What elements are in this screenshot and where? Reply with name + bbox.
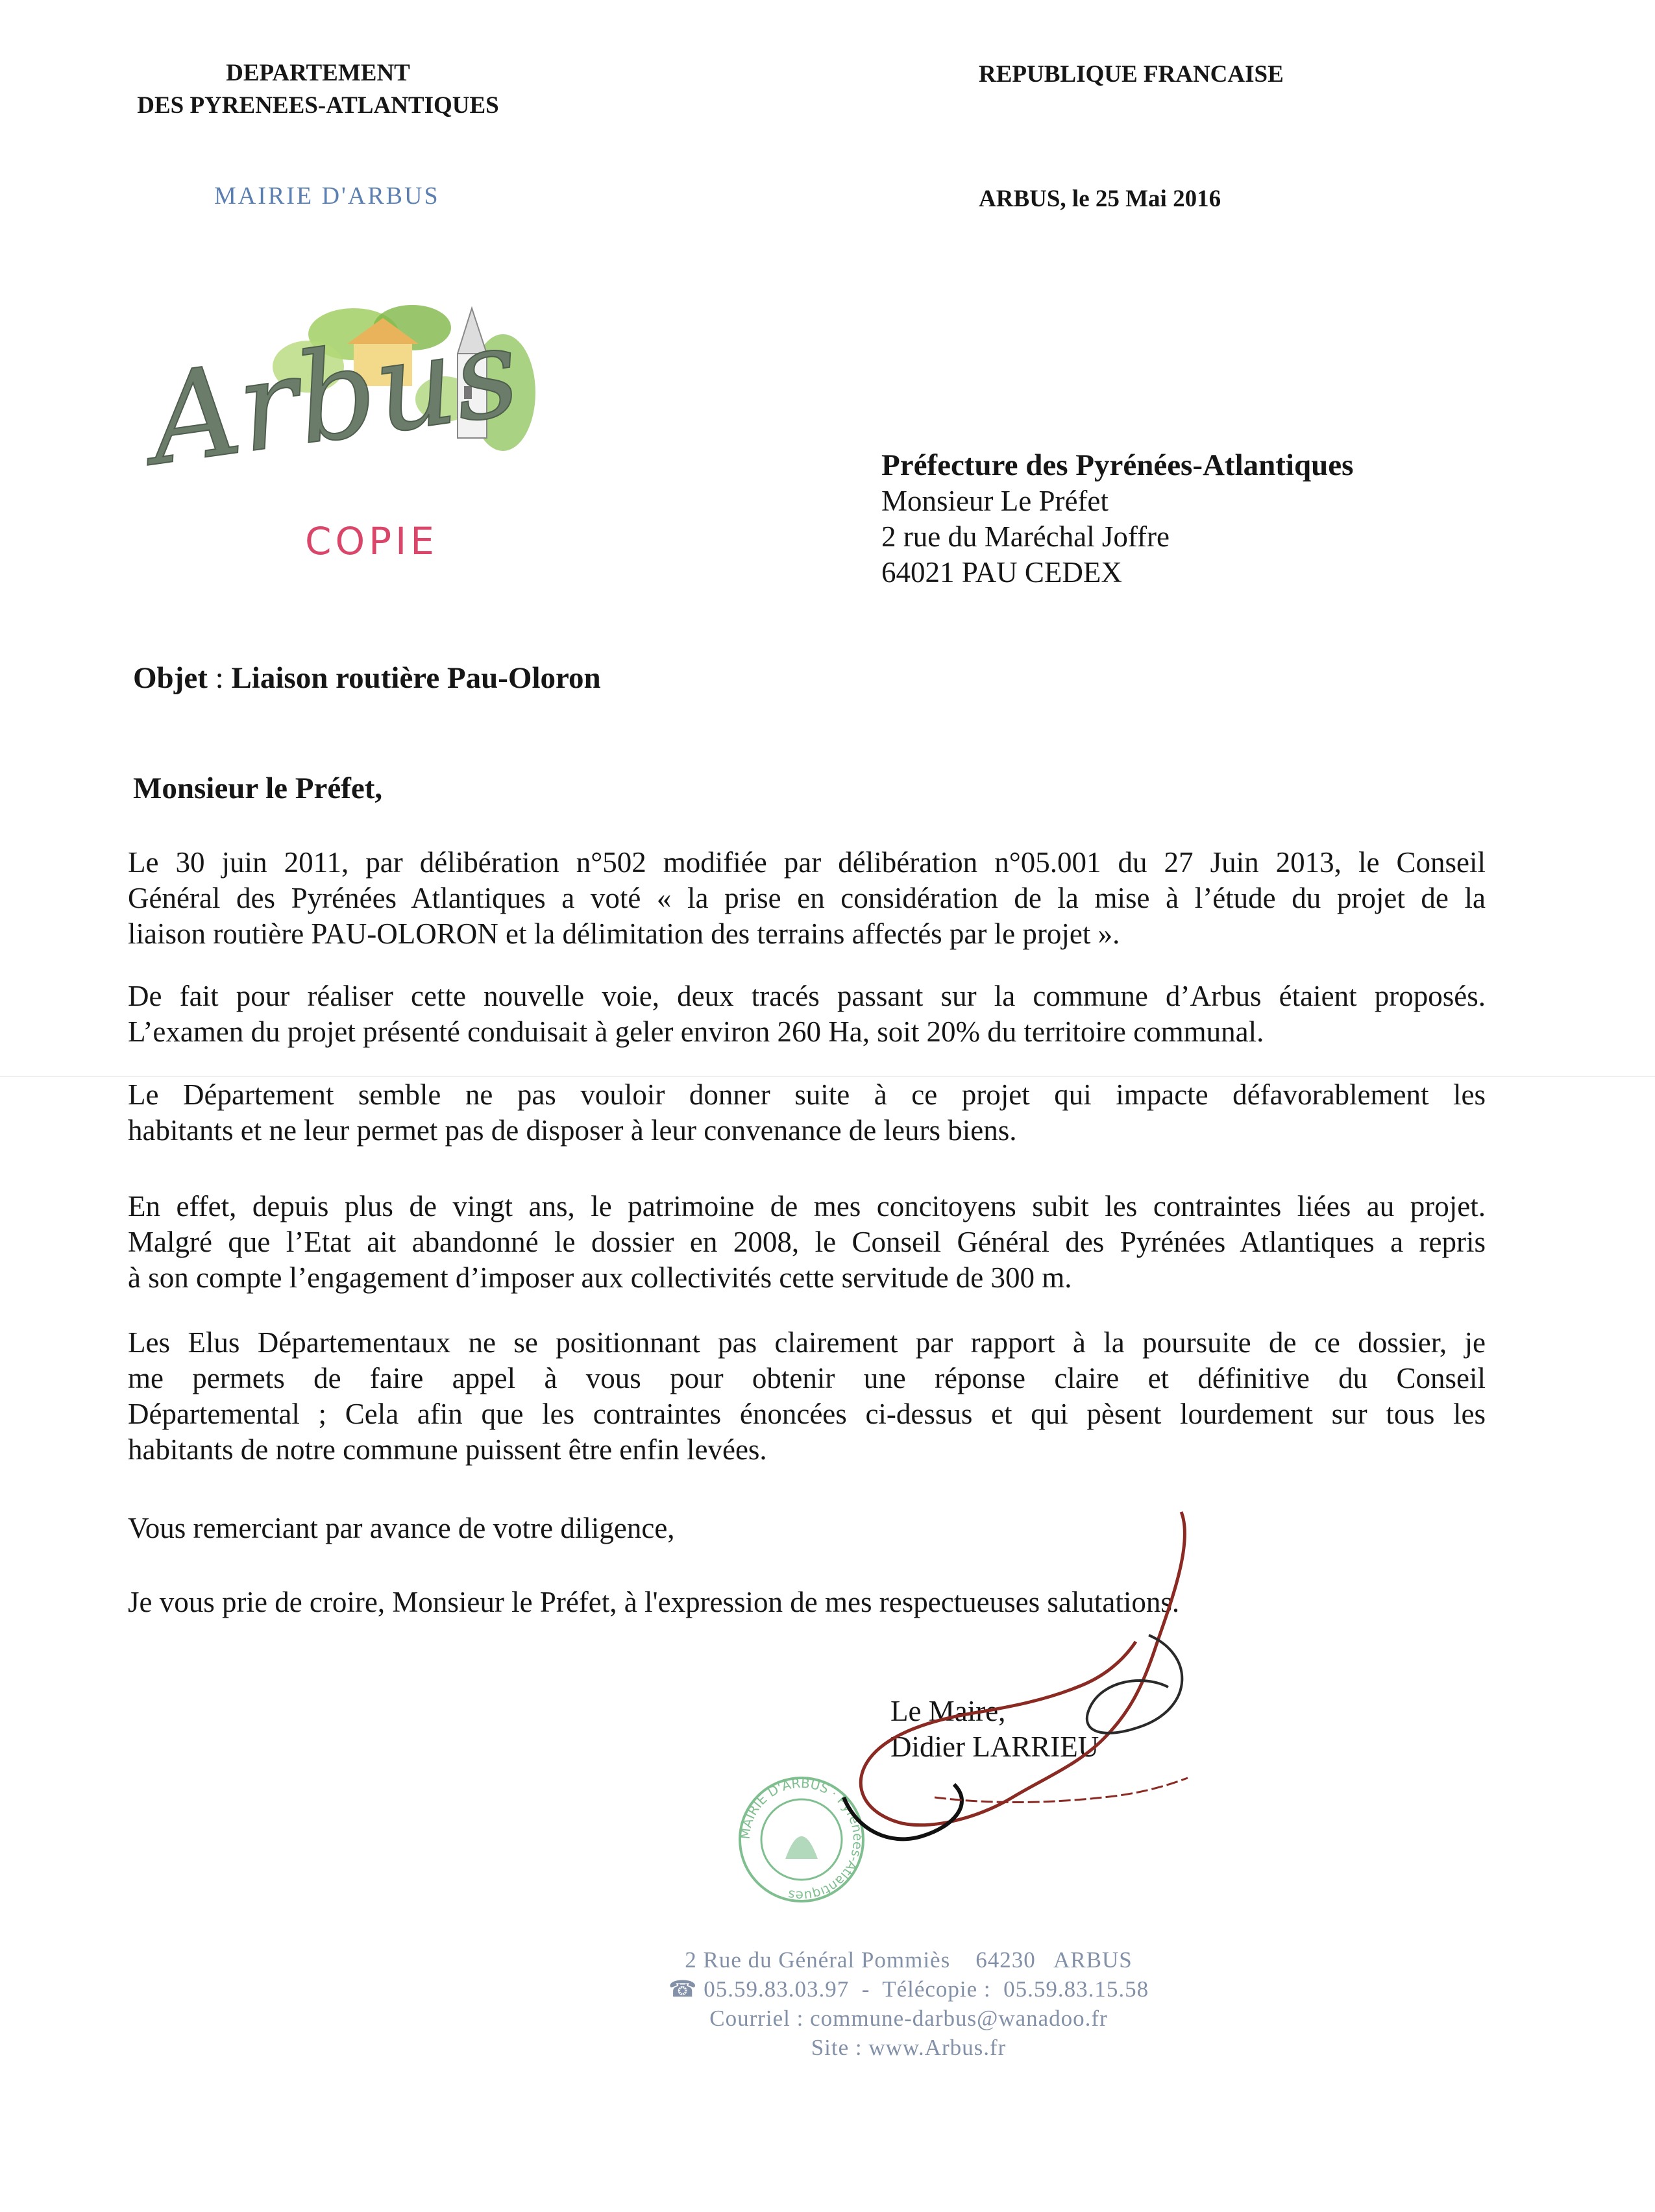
recipient-line-3: 2 rue du Maréchal Joffre — [881, 520, 1170, 553]
department-line-2: DES PYRENEES-ATLANTIQUES — [137, 92, 499, 119]
paragraph-line: habitants et ne leur permet pas de disposer à leur convenance de leurs biens. — [128, 1114, 1017, 1147]
subject-label: Objet — [133, 661, 208, 695]
paragraph-4 — [128, 1189, 1486, 1296]
phone-icon: ☎ — [668, 1976, 704, 2002]
footer-address: 2 Rue du Général Pommiès 64230 ARBUS — [685, 1947, 1133, 1973]
logo-text: Arbus — [141, 299, 527, 490]
signatory-name: Didier LARRIEU — [890, 1731, 1099, 1763]
recipient-address — [881, 448, 1353, 590]
paragraph-7: Je vous prie de croire, Monsieur le Préfet, à l'expression de mes respectueuses salutations. — [128, 1586, 1180, 1618]
signatory-title: Le Maire, — [890, 1695, 1006, 1727]
paragraph-line: Malgré que l’Etat ait abandonné le dossier en 2008, le Conseil Général des Pyrénées Atlantiques a repris — [128, 1226, 1486, 1258]
paragraph-line: Les Elus Départementaux ne se positionnant pas clairement par rapport à la poursuite de ce dossier, je — [128, 1326, 1486, 1359]
paragraph-line: Le 30 juin 2011, par délibération n°502 modifiée par délibération n°05.001 du 27 Juin 2013, le Conseil — [128, 846, 1486, 879]
letter-date: ARBUS, le 25 Mai 2016 — [979, 186, 1221, 212]
paragraph-line: habitants de notre commune puissent être enfin levées. — [128, 1433, 767, 1466]
paragraph-line: me permets de faire appel à vous pour obtenir une réponse claire et définitive du Conseil — [128, 1362, 1486, 1394]
footer-site[interactable]: Site : www.Arbus.fr — [811, 2035, 1007, 2060]
paragraph-2 — [128, 978, 1486, 1050]
subject-line — [133, 661, 601, 696]
republic-header: REPUBLIQUE FRANCAISE — [979, 61, 1284, 88]
paragraph-6: Vous remerciant par avance de votre diligence, — [128, 1512, 675, 1544]
paragraph-3 — [128, 1077, 1486, 1149]
recipient-name: Préfecture des Pyrénées-Atlantiques — [881, 448, 1354, 482]
seal-text: MAIRIE D'ARBUS · Pyrénées-Atlantiques — [737, 1775, 866, 1904]
subject-colon: : — [207, 661, 224, 695]
recipient-line-4: 64021 PAU CEDEX — [881, 556, 1122, 589]
salutation: Monsieur le Préfet, — [133, 772, 383, 805]
mairie-title: MAIRIE D'ARBUS — [214, 182, 440, 210]
paragraph-line: Départemental ; Cela afin que les contraintes énoncées ci-dessus et qui pèsent lourdement sur tous les — [128, 1398, 1486, 1430]
arbus-logo — [140, 295, 568, 493]
paragraph-line: à son compte l’engagement d’imposer aux collectivités cette servitude de 300 m. — [128, 1261, 1072, 1294]
copy-stamp: COPIE — [305, 519, 438, 563]
paragraph-5 — [128, 1325, 1486, 1468]
paragraph-line: Le Département semble ne pas vouloir donner suite à ce projet qui impacte défavorablement les — [128, 1078, 1486, 1111]
department-header — [130, 57, 506, 122]
footer-contact — [454, 1945, 1363, 2062]
footer-email[interactable]: Courriel : commune-darbus@wanadoo.fr — [709, 2006, 1108, 2031]
footer-phone-line — [454, 1975, 1363, 2004]
paragraph-line: De fait pour réaliser cette nouvelle voie, deux tracés passant sur la commune d’Arbus étaient proposés. — [128, 980, 1486, 1012]
paragraph-line: liaison routière PAU-OLORON et la délimitation des terrains affectés par le projet ». — [128, 918, 1120, 950]
footer-phone: 05.59.83.03.97 - Télécopie : 05.59.83.15.58 — [704, 1976, 1149, 2002]
paragraph-line: Général des Pyrénées Atlantiques a voté « la prise en considération de la mise à l’étude du projet de la — [128, 882, 1486, 914]
handwritten-signature — [740, 1492, 1207, 1859]
subject-text: Liaison routière Pau-Oloron — [223, 661, 601, 695]
paragraph-1 — [128, 845, 1486, 952]
recipient-line-2: Monsieur Le Préfet — [881, 485, 1109, 517]
department-line-1: DEPARTEMENT — [226, 60, 410, 86]
paragraph-line: L’examen du projet présenté conduisait à geler environ 260 Ha, soit 20% du territoire communal. — [128, 1015, 1264, 1048]
paragraph-line: En effet, depuis plus de vingt ans, le patrimoine de mes concitoyens subit les contraintes liées au projet. — [128, 1190, 1486, 1222]
